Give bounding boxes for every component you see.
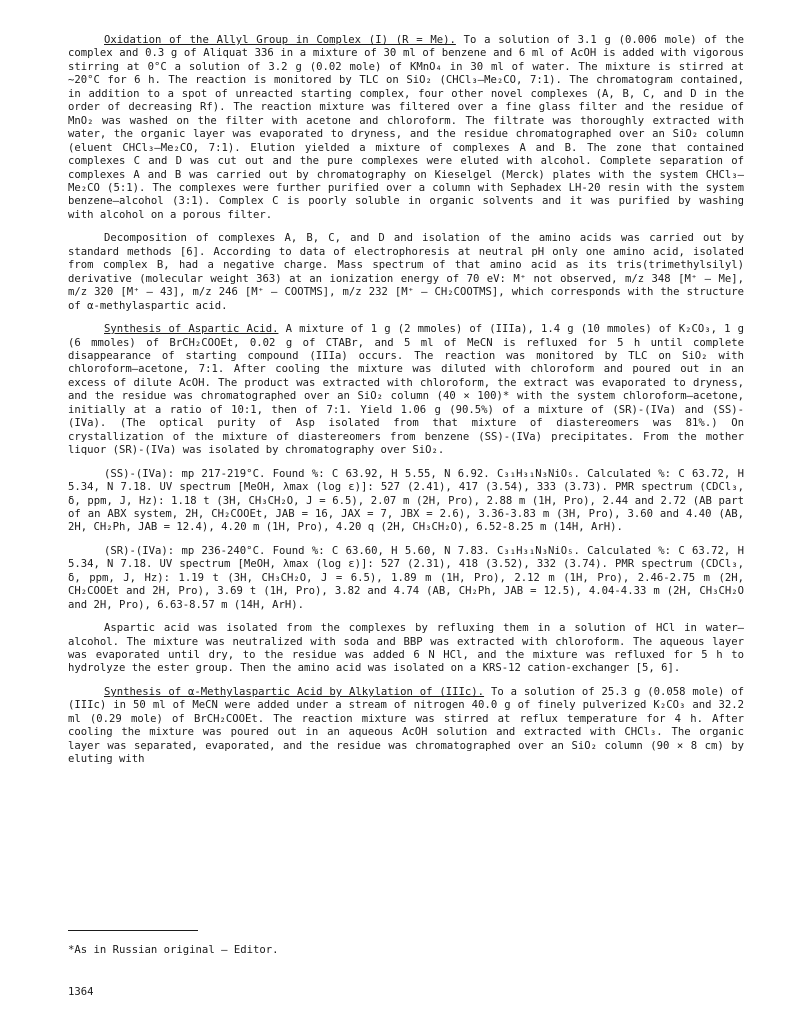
page-number: 1364 [68, 986, 94, 998]
text-oxidation: To a solution of 3.1 g (0.006 mole) of the complex and 0.3 g of Aliquat 336 in a mixture of 30 ml of benzene and 6 ml of AcOH is added with vigorous stirring at 0°C a solution of 3.2 g (0.02 mole) of KMnO₄ in 30 ml of water. The mixture is stirred at ~20°C for 6 h. The reaction is monitored by TLC on SiO₂ (CHCl₃–Me₂CO, 7:1). The chromatogram contained, in addition to a spot of unreacted starting complex, four other novel complexes (A, B, C, and D in the order of decreasing Rf). The reaction mixture was filtered over a fine glass filter and the residue of MnO₂ was washed on the filter with acetone and chloroform. The filtrate was thoroughly extracted with water, the organic layer was evaporated to dryness, and the residue chromatographed over an SiO₂ column (eluent CHCl₃–Me₂CO, 7:1). Elution yielded a mixture of complexes A and B. The zone that contained complexes C and D was cut out and the pure complexes were eluted with alcohol. Complete separation of complexes A and B was carried out by chromatography on Kieselgel (Merck) plates with the system CHCl₃–Me₂CO (5:1). The complexes were further purified over a column with Sephadex LH-20 resin with the system benzene–alcohol (3:1). Complex C is poorly soluble in organic solvents and it was purified by washing with alcohol on a porous filter. [68, 34, 744, 221]
text-methylaspartic: To a solution of 25.3 g (0.058 mole) of (IIIc) in 50 ml of MeCN were added under a stream of nitrogen 40.0 g of finely pulverized K₂CO₃ and 32.2 ml (0.29 mole) of BrCH₂COOEt. The reaction mixture was stirred at reflux temperature for 4 h. After cooling the mixture was poured out in an aqueous AcOH solution and extracted with CHCl₃. The organic layer was separated, evaporated, and the residue was chromatographed over an SiO₂ column (90 × 8 cm) by eluting with [68, 685, 744, 766]
paragraph-isolation [68, 622, 744, 676]
text-ss-iva: (SS)-(IVa): mp 217-219°C. Found %: C 63.92, H 5.55, N 6.92. C₃₁H₃₁N₃NiO₅. Calculated %: C 63.72, H 5.34, N 7.18. UV spectrum [MeOH, λmax (log ε)]: 527 (2.41), 417 (3.54), 333 (3.73). PMR spectrum (CDCl₃, δ, ppm, J, Hz): 1.18 t (3H, CH₃CH₂O, J = 6.5), 2.07 m (2H, Pro), 2.88 m (1H, Pro), 2.44 and 2.72 (AB part of an ABX system, 2H, CH₂COOEt, JAB = 16, JAX = 7, JBX = 2.6), 3.36-3.83 m (3H, Pro), 3.60 and 4.40 (AB, 2H, CH₂Ph, JAB = 12.4), 4.20 m (1H, Pro), 4.20 q (2H, CH₃CH₂O), 6.52-8.25 m (14H, ArH). [68, 467, 744, 534]
body-text [68, 34, 744, 777]
footnote-divider [68, 930, 198, 931]
footnote: *As in Russian original – Editor. [68, 944, 279, 956]
heading-methylaspartic: Synthesis of α-Methylaspartic Acid by Alkylation of (IIIc). [104, 685, 485, 698]
text-sr-iva: (SR)-(IVa): mp 236-240°C. Found %: C 63.60, H 5.60, N 7.83. C₃₁H₃₁N₃NiO₅. Calculated %: C 63.72, H 5.34, N 7.18. UV spectrum [MeOH, λmax (log ε)]: 527 (2.31), 418 (3.52), 332 (3.74). PMR spectrum (CDCl₃, δ, ppm, J, Hz): 1.19 t (3H, CH₃CH₂O, J = 6.5), 1.89 m (1H, Pro), 2.12 m (1H, Pro), 2.46-2.75 m (2H, CH₂COOEt and 2H, Pro), 3.69 t (1H, Pro), 3.82 and 4.74 (AB, CH₂Ph, JAB = 12.5), 4.04-4.33 m (2H, CH₃CH₂O and 2H, Pro), 6.63-8.57 m (14H, ArH). [68, 544, 744, 611]
text-isolation: Aspartic acid was isolated from the complexes by refluxing them in a solution of HCl in water–alcohol. The mixture was neutralized with soda and BBP was extracted with chloroform. The aqueous layer was evaporated until dry, to the residue was added 6 N HCl, and the mixture was refluxed for 5 h to hydrolyze the ester group. Then the amino acid was isolated on a KRS-12 cation-exchanger [5, 6]. [68, 622, 744, 675]
text-decomposition: Decomposition of complexes A, B, C, and D and isolation of the amino acids was carried out by standard methods [6]. According to data of electrophoresis at neutral pH only one amino acid, isolated from complex B, had a negative charge. Mass spectrum of that amino acid as its tris(trimethylsilyl) derivative (molecular weight 363) at an ionization energy of 70 eV: M⁺ not observed, m/z 348 [M⁺ – Me], m/z 320 [M⁺ – 43], m/z 246 [M⁺ – COOTMS], m/z 232 [M⁺ – CH₂COOTMS], which corresponds with the structure of α-methylaspartic acid. [68, 232, 744, 312]
paragraph-sr-iva [68, 545, 744, 612]
heading-oxidation: Oxidation of the Allyl Group in Complex (I) (R = Me). [104, 34, 456, 46]
paragraph-decomposition [68, 232, 744, 313]
paragraph-methylaspartic [68, 686, 744, 767]
paragraph-ss-iva [68, 468, 744, 535]
text-aspartic: A mixture of 1 g (2 mmoles) of (IIIa), 1.4 g (10 mmoles) of K₂CO₃, 1 g (6 mmoles) of BrCH₂COOEt, 0.02 g of CTABr, and 5 ml of MeCN is refluxed for 5 h until complete disappearance of starting compound (IIIa) occurs. The reaction was monitored by TLC on SiO₂ with chloroform–acetone, 7:1. After cooling the mixture was diluted with chloroform and poured out in an excess of dilute AcOH. The product was extracted with chloroform, the extract was evaporated to dryness, and the residue was chromatographed over an SiO₂ column (40 × 100)* with the system chloroform–acetone, initially at a ratio of 10:1, then of 7:1. Yield 1.06 g (90.5%) of a mixture of (SR)-(IVa) and (SS)-(IVa). (The optical purity of Asp isolated from that mixture of diastereomers was 81%.) On crystallization of the mixture of diastereomers from benzene (SS)-(IVa) precipitates. From the mother liquor (SR)-(IVa) was isolated by chromatography over SiO₂. [68, 323, 744, 457]
heading-aspartic: Synthesis of Aspartic Acid. [104, 323, 279, 336]
paragraph-oxidation [68, 34, 744, 222]
paragraph-aspartic [68, 323, 744, 458]
